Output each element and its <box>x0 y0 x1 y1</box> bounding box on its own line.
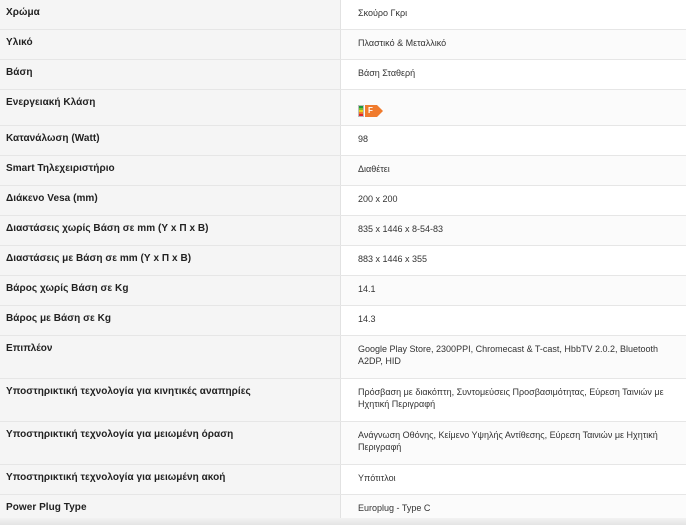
spec-label: Υποστηρικτική τεχνολογία για κινητικές αναπηρίες <box>0 379 341 421</box>
spec-label: Κατανάλωση (Watt) <box>0 126 341 155</box>
spec-label: Βάρος με Βάση σε Kg <box>0 306 341 335</box>
spec-label: Smart Τηλεχειριστήριο <box>0 156 341 185</box>
spec-label: Χρώμα <box>0 0 341 29</box>
spec-row-smart-remote <box>0 156 686 186</box>
spec-value: Google Play Store, 2300PPI, Chromecast & T-cast, HbbTV 2.0.2, Bluetooth A2DP, HID <box>341 336 686 378</box>
spec-value: 98 <box>341 126 686 155</box>
spec-row-energy-class <box>0 90 686 126</box>
spec-row-hearing-tech <box>0 465 686 495</box>
spec-label: Διάκενο Vesa (mm) <box>0 186 341 215</box>
spec-row-material <box>0 30 686 60</box>
spec-value: 835 x 1446 x 8-54-83 <box>341 216 686 245</box>
spec-value <box>341 90 686 125</box>
spec-label: Ενεργειακή Κλάση <box>0 90 341 125</box>
spec-value: 200 x 200 <box>341 186 686 215</box>
energy-class-letter: F <box>365 105 377 117</box>
spec-label: Επιπλέον <box>0 336 341 378</box>
spec-row-color <box>0 0 686 30</box>
spec-value: Βάση Σταθερή <box>341 60 686 89</box>
spec-value: Πλαστικό & Μεταλλικό <box>341 30 686 59</box>
energy-scale-icon <box>358 105 364 117</box>
spec-row-motor-disability-tech <box>0 379 686 422</box>
spec-value: Europlug - Type C <box>341 495 686 522</box>
spec-row-stand <box>0 60 686 90</box>
spec-label: Power Plug Type <box>0 495 341 522</box>
spec-value: 883 x 1446 x 355 <box>341 246 686 275</box>
spec-label: Υλικό <box>0 30 341 59</box>
spec-value: Διαθέτει <box>341 156 686 185</box>
page-bottom-divider <box>0 518 686 525</box>
spec-row-vesa <box>0 186 686 216</box>
spec-label: Υποστηρικτική τεχνολογία για μειωμένη όραση <box>0 422 341 464</box>
spec-row-weight-with-stand <box>0 306 686 336</box>
spec-value: Σκούρο Γκρι <box>341 0 686 29</box>
spec-value: 14.1 <box>341 276 686 305</box>
spec-value: Πρόσβαση με διακόπτη, Συντομεύσεις Προσβασιμότητας, Εύρεση Ταινιών με Ηχητική Περιγραφή <box>341 379 686 421</box>
spec-row-weight-no-stand <box>0 276 686 306</box>
spec-label: Υποστηρικτική τεχνολογία για μειωμένη ακοή <box>0 465 341 494</box>
spec-row-dimensions-with-stand <box>0 246 686 276</box>
spec-label: Διαστάσεις με Βάση σε mm (Υ x Π x Β) <box>0 246 341 275</box>
spec-row-consumption <box>0 126 686 156</box>
spec-row-extras <box>0 336 686 379</box>
spec-label: Βάση <box>0 60 341 89</box>
spec-row-dimensions-no-stand <box>0 216 686 246</box>
spec-value: Υπότιτλοι <box>341 465 686 494</box>
spec-row-low-vision-tech <box>0 422 686 465</box>
spec-value: 14.3 <box>341 306 686 335</box>
energy-class-badge[interactable] <box>358 105 377 117</box>
spec-label: Βάρος χωρίς Βάση σε Kg <box>0 276 341 305</box>
spec-label: Διαστάσεις χωρίς Βάση σε mm (Υ x Π x Β) <box>0 216 341 245</box>
spec-value: Ανάγνωση Οθόνης, Κείμενο Υψηλής Αντίθεσης, Εύρεση Ταινιών με Ηχητική Περιγραφή <box>341 422 686 464</box>
